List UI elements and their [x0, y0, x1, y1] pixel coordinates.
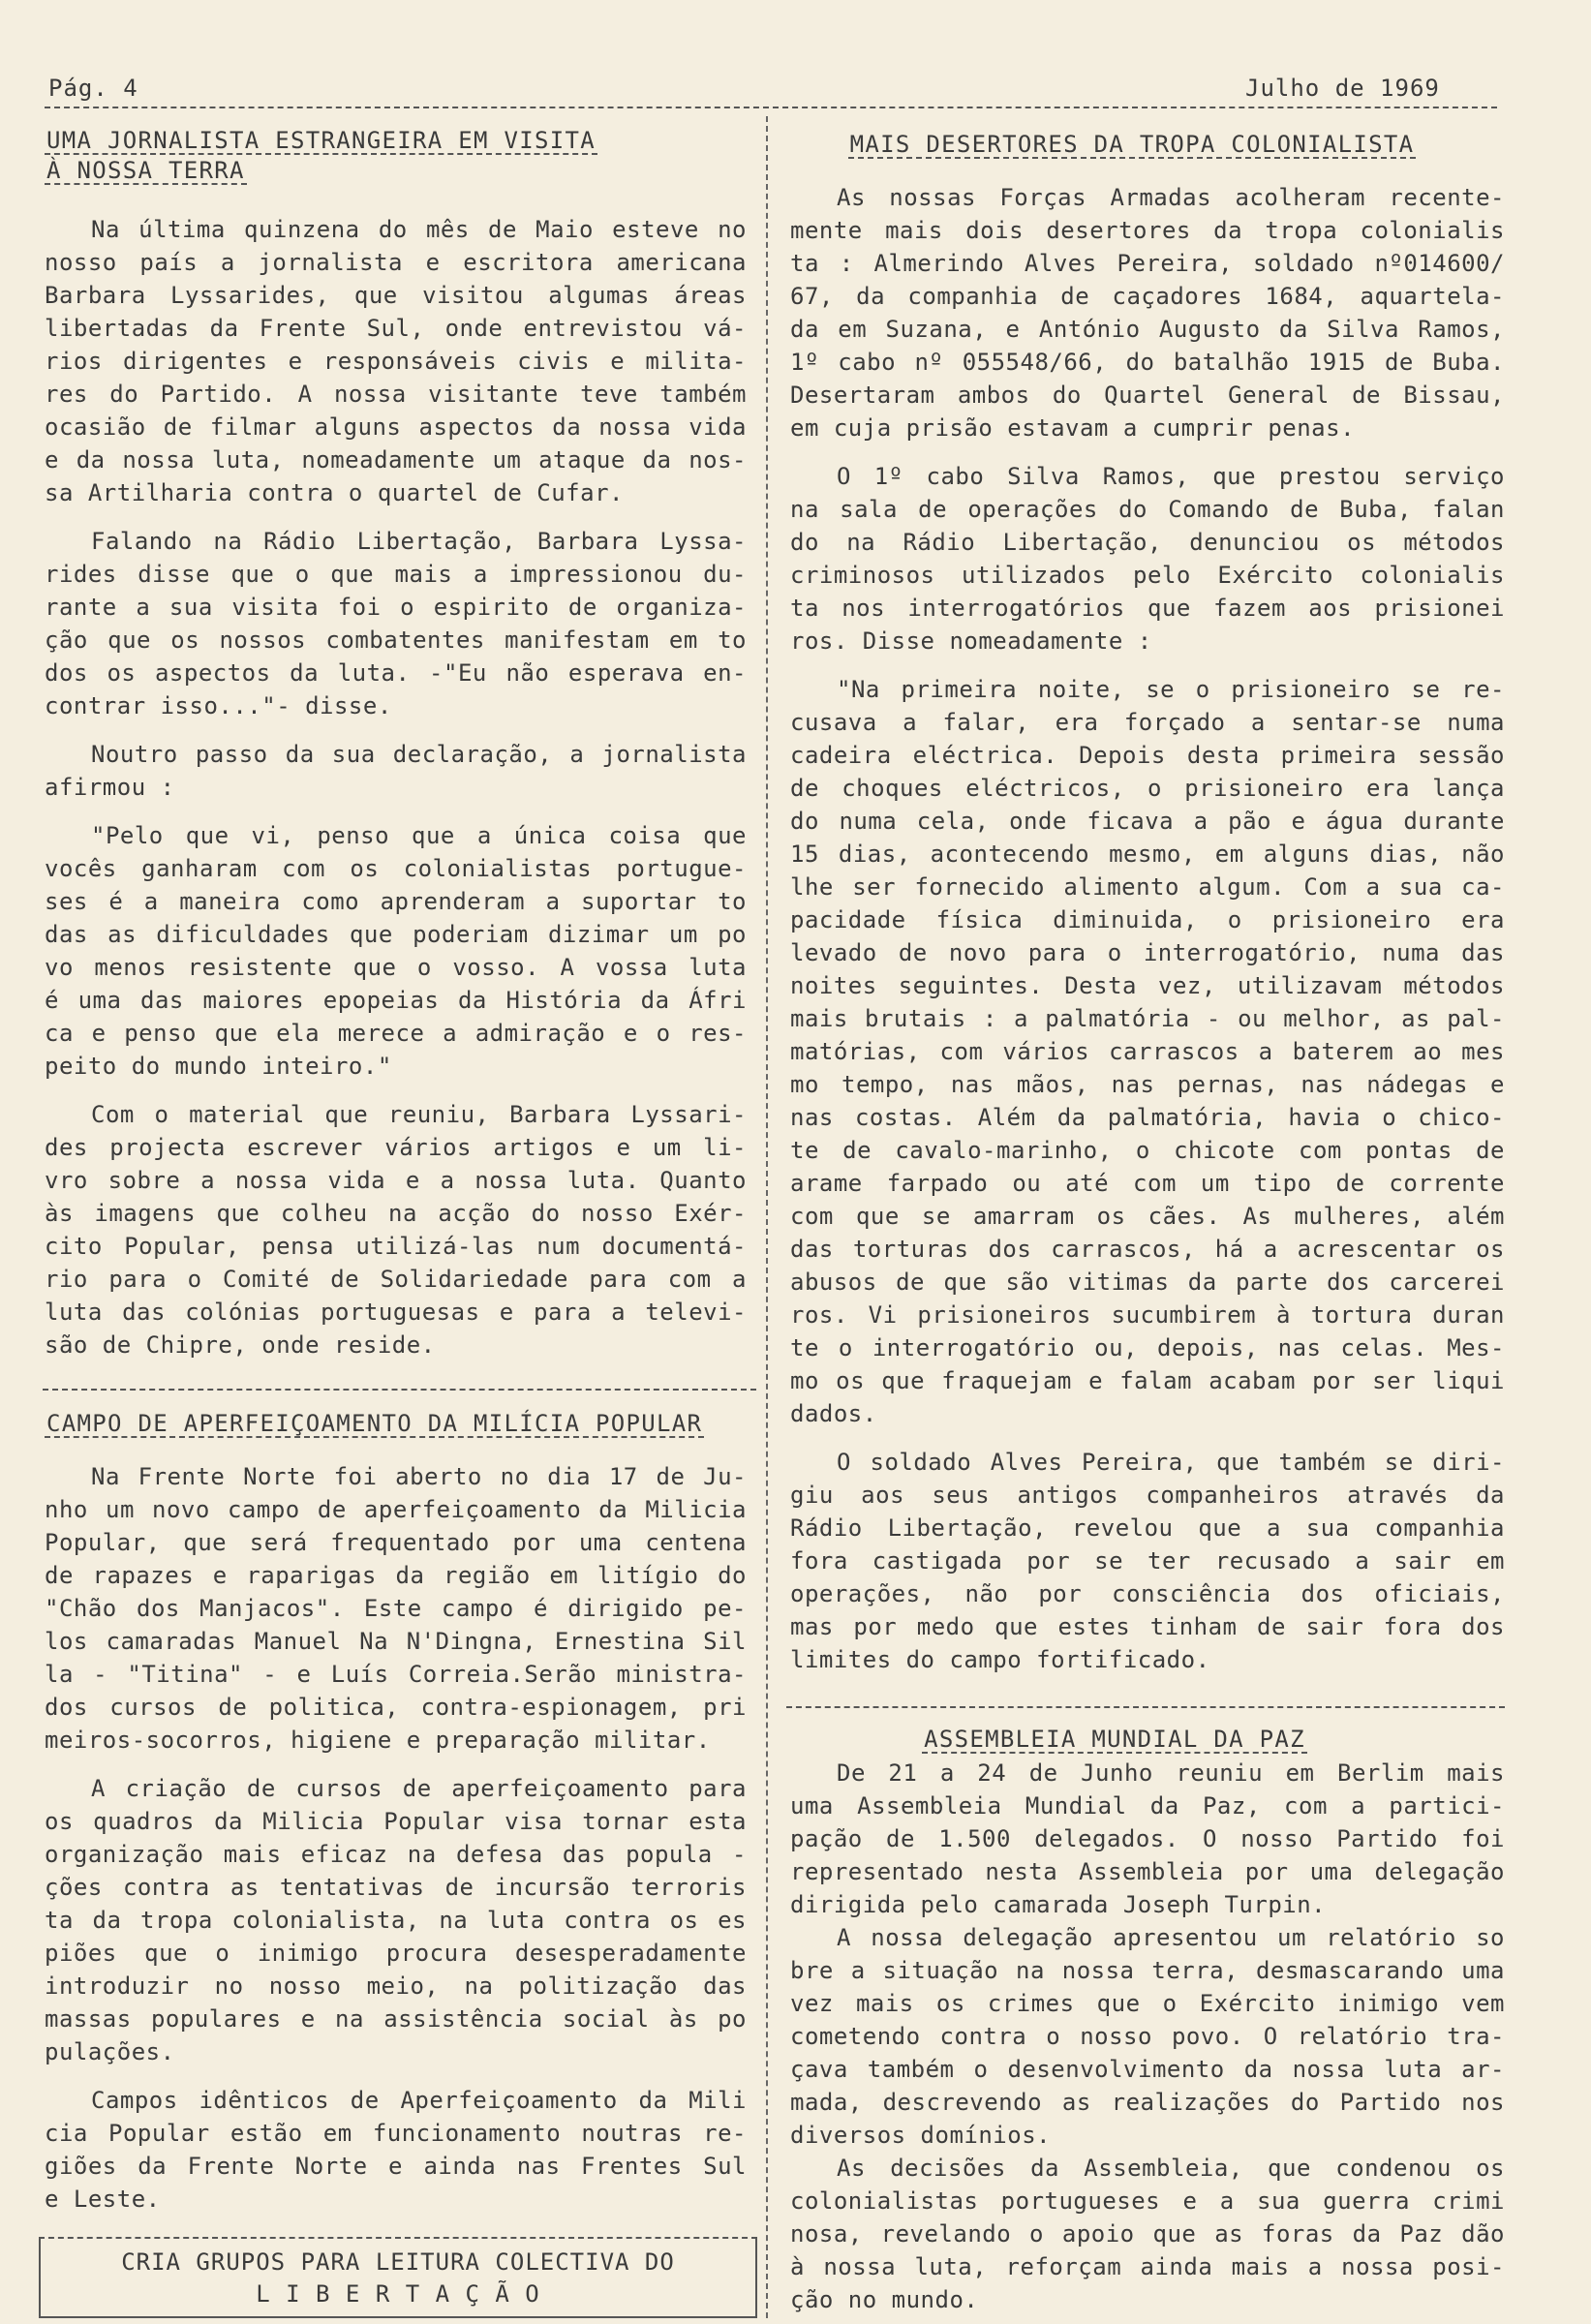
text-line: levado de novo para o interrogatório, numa das [790, 939, 1505, 966]
text-line: lhe ser fornecido alimento algum. Com a sua ca- [790, 873, 1505, 901]
column-divider [766, 116, 768, 2318]
text-line: 1º cabo nº 055548/66, do batalhão 1915 de Buba. [790, 349, 1505, 376]
text-line: te o interrogatório ou, depois, nas celas. Mes- [790, 1334, 1505, 1361]
paragraph [790, 2152, 1505, 2316]
text-line: A criação de cursos de aperfeiçoamento para [91, 1775, 747, 1802]
paragraph [45, 738, 747, 804]
issue-date: Julho de 1969 [1245, 75, 1440, 102]
text-line: Na Frente Norte foi aberto no dia 17 de Ju- [91, 1463, 747, 1490]
text-line: mada, descrevendo as realizações do Partido nos [790, 2089, 1505, 2116]
paragraph [45, 1772, 747, 2068]
article-body [45, 213, 747, 1361]
text-line: de choques eléctricos, o prisioneiro era lança [790, 775, 1505, 802]
text-line: das torturas dos carrascos, há a acrescentar os [790, 1236, 1505, 1263]
text-line: cadeira eléctrica. Depois desta primeira sessão [790, 742, 1505, 769]
text-line: representado nesta Assembleia por uma delegação [790, 1858, 1505, 1885]
text-line: dados. [790, 1400, 877, 1427]
text-line: rio para o Comité de Solidariedade para com a [45, 1266, 747, 1293]
text-line: à nossa luta, reforçam ainda mais a nossa posi- [790, 2253, 1505, 2280]
text-line: sa Artilharia contra o quartel de Cufar. [45, 479, 624, 506]
text-line: libertadas da Frente Sul, onde entrevistou vá- [45, 315, 747, 342]
text-line: limites do campo fortificado. [790, 1646, 1210, 1673]
text-line: das as dificuldades que poderiam dizimar um po [45, 921, 747, 948]
text-line: ção que os nossos combatentes manifestam em to [45, 627, 747, 654]
text-line: cometendo contra o nosso povo. O relatório tra- [790, 2023, 1505, 2050]
article-title-row [45, 128, 747, 158]
text-line: do numa cela, onde ficava a pão e água durante [790, 808, 1505, 835]
text-line: bre a situação na nossa terra, desmascarando uma [790, 1957, 1505, 1984]
text-line: res do Partido. A nossa visitante teve também [45, 381, 747, 408]
text-line: mas por medo que estes tinham de sair fora dos [790, 1613, 1505, 1640]
text-line: pulações. [45, 2038, 175, 2065]
text-line: cia Popular estão em funcionamento noutras re- [45, 2120, 747, 2147]
text-line: de rapazes e raparigas da região em litígio do [45, 1562, 747, 1589]
article-title [45, 128, 747, 188]
text-line: As decisões da Assembleia, que condenou os [837, 2155, 1505, 2182]
article-title-text: À NOSSA TERRA [46, 157, 245, 184]
text-line: abusos de que são vitimas da parte dos carcerei [790, 1269, 1505, 1296]
text-line: contrar isso..."- disse. [45, 692, 392, 719]
paragraph [45, 1460, 747, 1757]
paragraph [45, 213, 747, 509]
text-line: "Chão dos Manjacos". Este campo é dirigido pe- [45, 1595, 747, 1622]
text-line: na sala de operações do Comando de Buba, falan [790, 496, 1505, 523]
text-line: mo os que fraquejam e falam acabam por ser liqui [790, 1367, 1505, 1394]
article-title [757, 1727, 1472, 1757]
text-line: nho um novo campo de aperfeiçoamento da Milicia [45, 1496, 747, 1523]
paragraph [790, 181, 1505, 444]
text-line: la - "Titina" - e Luís Correia.Serão ministra- [45, 1661, 747, 1688]
section-divider-right [786, 1706, 1505, 1708]
text-line: noites seguintes. Desta vez, utilizavam métodos [790, 972, 1505, 999]
article-title-row [757, 1727, 1472, 1757]
text-line: mente mais dois desertores da tropa colonialis [790, 217, 1505, 244]
text-line: dirigida pelo camarada Joseph Turpin. [790, 1891, 1327, 1918]
text-line: ta : Almerindo Alves Pereira, soldado nº014600/ [790, 250, 1505, 277]
article-body [45, 1460, 747, 2216]
text-line: introduzir no nosso meio, na politização das [45, 1972, 747, 2000]
notice-line: L I B E R T A Ç Ã O [256, 2280, 540, 2308]
article-title-text: CAMPO DE APERFEIÇOAMENTO DA MILÍCIA POPULAR [46, 1410, 703, 1437]
article-title-text: ASSEMBLEIA MUNDIAL DA PAZ [924, 1726, 1305, 1753]
text-line: A nossa delegação apresentou um relatório so [837, 1924, 1505, 1951]
text-line: Com o material que reuniu, Barbara Lyssari- [91, 1101, 747, 1128]
text-line: ção no mundo. [790, 2286, 979, 2313]
text-line: Rádio Libertação, revelou que a sua companhia [790, 1514, 1505, 1542]
text-line: rios dirigentes e responsáveis civis e milita- [45, 348, 747, 375]
text-line: é uma das maiores epopeias da História da Áfri [45, 987, 747, 1014]
article-title-row [45, 1411, 747, 1441]
text-line: do na Rádio Libertação, denunciou os métodos [790, 529, 1505, 556]
text-line: peito do mundo inteiro." [45, 1053, 392, 1080]
text-line: ros. Disse nomeadamente : [790, 627, 1152, 655]
text-line: operações, não por consciência dos oficiais, [790, 1580, 1505, 1607]
text-line: ta da tropa colonialista, na luta contra os es [45, 1907, 747, 1934]
text-line: ocasião de filmar alguns aspectos da nossa vida [45, 413, 747, 441]
text-line: Campos idênticos de Aperfeiçoamento da Mili [91, 2087, 747, 2114]
paragraph [790, 1921, 1505, 2152]
text-line: vez mais os crimes que o Exército inimigo vem [790, 1990, 1505, 2017]
text-line: pação de 1.500 delegados. O nosso Partido foi [790, 1825, 1505, 1852]
text-line: uma Assembleia Mundial da Paz, com a partici- [790, 1792, 1505, 1819]
paragraph [45, 1098, 747, 1361]
text-line: Na última quinzena do mês de Maio esteve no [91, 216, 747, 243]
text-line: giões da Frente Norte e ainda nas Frentes Sul [45, 2153, 747, 2180]
text-line: cito Popular, pensa utilizá-las num documentá- [45, 1233, 747, 1260]
text-line: O soldado Alves Pereira, que também se diri- [837, 1449, 1505, 1476]
text-line: Noutro passo da sua declaração, a jornalista [91, 741, 747, 768]
article-title-row [45, 158, 747, 188]
article-title [775, 132, 1489, 162]
text-line: los camaradas Manuel Na N'Dingna, Ernestina Sil [45, 1628, 747, 1655]
text-line: vro sobre a nossa vida e a nossa luta. Quanto [45, 1167, 747, 1194]
text-line: des projecta escrever vários artigos e um li- [45, 1134, 747, 1161]
text-line: os quadros da Milicia Popular visa tornar esta [45, 1808, 747, 1835]
text-line: meiros-socorros, higiene e preparação militar. [45, 1727, 711, 1754]
article-title [45, 1411, 747, 1441]
text-line: vocês ganharam com os colonialistas portugue- [45, 855, 747, 882]
article-body [790, 181, 1505, 1676]
text-line: giu aos seus antigos companheiros através da [790, 1482, 1505, 1509]
article-title-row [775, 132, 1489, 162]
text-line: nas costas. Além da palmatória, havia o chico- [790, 1104, 1505, 1131]
text-line: da em Suzana, e António Augusto da Silva Ramos, [790, 316, 1505, 343]
text-line: ros. Vi prisioneiros sucumbirem à tortura duran [790, 1301, 1505, 1329]
text-line: ses é a maneira como aprenderam a suportar to [45, 888, 747, 915]
text-line: De 21 a 24 de Junho reuniu em Berlim mais [837, 1759, 1505, 1787]
text-line: afirmou : [45, 774, 175, 801]
text-line: e da nossa luta, nomeadamente um ataque da nos- [45, 446, 747, 474]
text-line: às imagens que colheu na acção do nosso Exér- [45, 1200, 747, 1227]
text-line: Popular, que será frequentado por uma centena [45, 1529, 747, 1556]
text-line: Desertaram ambos do Quartel General de Bissau, [790, 382, 1505, 409]
text-line: cusava a falar, era forçado a sentar-se numa [790, 709, 1505, 736]
text-line: "Pelo que vi, penso que a única coisa que [91, 822, 747, 849]
text-line: matórias, com vários carrascos a baterem ao mes [790, 1038, 1505, 1065]
text-line: çava também o desenvolvimento da nossa luta ar- [790, 2056, 1505, 2083]
text-line: pacidade física diminuida, o prisioneiro era [790, 906, 1505, 933]
text-line: Barbara Lyssarides, que visitou algumas áreas [45, 282, 747, 309]
paragraph [45, 819, 747, 1083]
text-line: criminosos utilizados pelo Exército colonialis [790, 562, 1505, 589]
text-line: vo menos resistente que o vosso. A vossa luta [45, 954, 747, 981]
text-line: te de cavalo-marinho, o chicote com pontas de [790, 1137, 1505, 1164]
article-title-text: MAIS DESERTORES DA TROPA COLONIALISTA [849, 131, 1415, 158]
header-rule [45, 107, 1497, 108]
text-line: mo tempo, nas mãos, nas pernas, nas nádegas e [790, 1071, 1505, 1098]
page-number: Pág. 4 [48, 75, 138, 102]
paragraph [790, 1446, 1505, 1676]
text-line: com que se amarram os cães. As mulheres, além [790, 1203, 1505, 1230]
text-line: são de Chipre, onde reside. [45, 1331, 436, 1359]
text-line: dos os aspectos da luta. -"Eu não esperava en- [45, 659, 747, 687]
text-line: diversos domínios. [790, 2122, 1052, 2149]
text-line: nosa, revelando o apoio que as foras da Paz dão [790, 2220, 1505, 2248]
text-line: ções contra as tentativas de incursão terroris [45, 1874, 747, 1901]
text-line: Falando na Rádio Libertação, Barbara Lyssa- [91, 528, 747, 555]
text-line: rides disse que o que mais a impressionou du- [45, 561, 747, 588]
text-line: e Leste. [45, 2186, 161, 2213]
notice-line: CRIA GRUPOS PARA LEITURA COLECTIVA DO [121, 2248, 675, 2276]
text-line: O 1º cabo Silva Ramos, que prestou serviço [837, 463, 1505, 490]
text-line: dos cursos de politica, contra-espionagem, pri [45, 1694, 747, 1721]
text-line: organização mais eficaz na defesa das popula - [45, 1841, 747, 1868]
text-line: em cuja prisão estavam a cumprir penas. [790, 414, 1356, 442]
article-body [790, 1757, 1505, 2316]
paragraph [790, 460, 1505, 657]
text-line: colonialistas portugueses e a sua guerra crimi [790, 2187, 1505, 2215]
notice-box [39, 2237, 757, 2318]
text-line: 67, da companhia de caçadores 1684, aquartela- [790, 283, 1505, 310]
paragraph [790, 1757, 1505, 1921]
text-line: "Na primeira noite, se o prisioneiro se re- [837, 676, 1505, 703]
paragraph [790, 673, 1505, 1430]
text-line: nosso país a jornalista e escritora americana [45, 249, 747, 276]
text-line: As nossas Forças Armadas acolheram recente- [837, 184, 1505, 211]
text-line: fora castigada por se ter recusado a sair em [790, 1547, 1505, 1575]
text-line: rante a sua visita foi o espirito de organiza- [45, 594, 747, 621]
paragraph [45, 525, 747, 722]
paragraph [45, 2084, 747, 2216]
text-line: luta das colónias portuguesas e para a televi- [45, 1299, 747, 1326]
text-line: ta nos interrogatórios que fazem aos prisionei [790, 595, 1505, 622]
text-line: 15 dias, acontecendo mesmo, em alguns dias, não [790, 841, 1505, 868]
text-line: ca e penso que ela merece a admiração e o res- [45, 1020, 747, 1047]
text-line: mais brutais : a palmatória - ou melhor, as pal- [790, 1005, 1505, 1032]
article-title-text: UMA JORNALISTA ESTRANGEIRA EM VISITA [46, 127, 596, 154]
text-line: piões que o inimigo procura desesperadamente [45, 1940, 747, 1967]
section-divider-left [43, 1389, 756, 1391]
text-line: massas populares e na assistência social às po [45, 2005, 747, 2033]
text-line: arame farpado ou até com um tipo de corrente [790, 1170, 1505, 1197]
